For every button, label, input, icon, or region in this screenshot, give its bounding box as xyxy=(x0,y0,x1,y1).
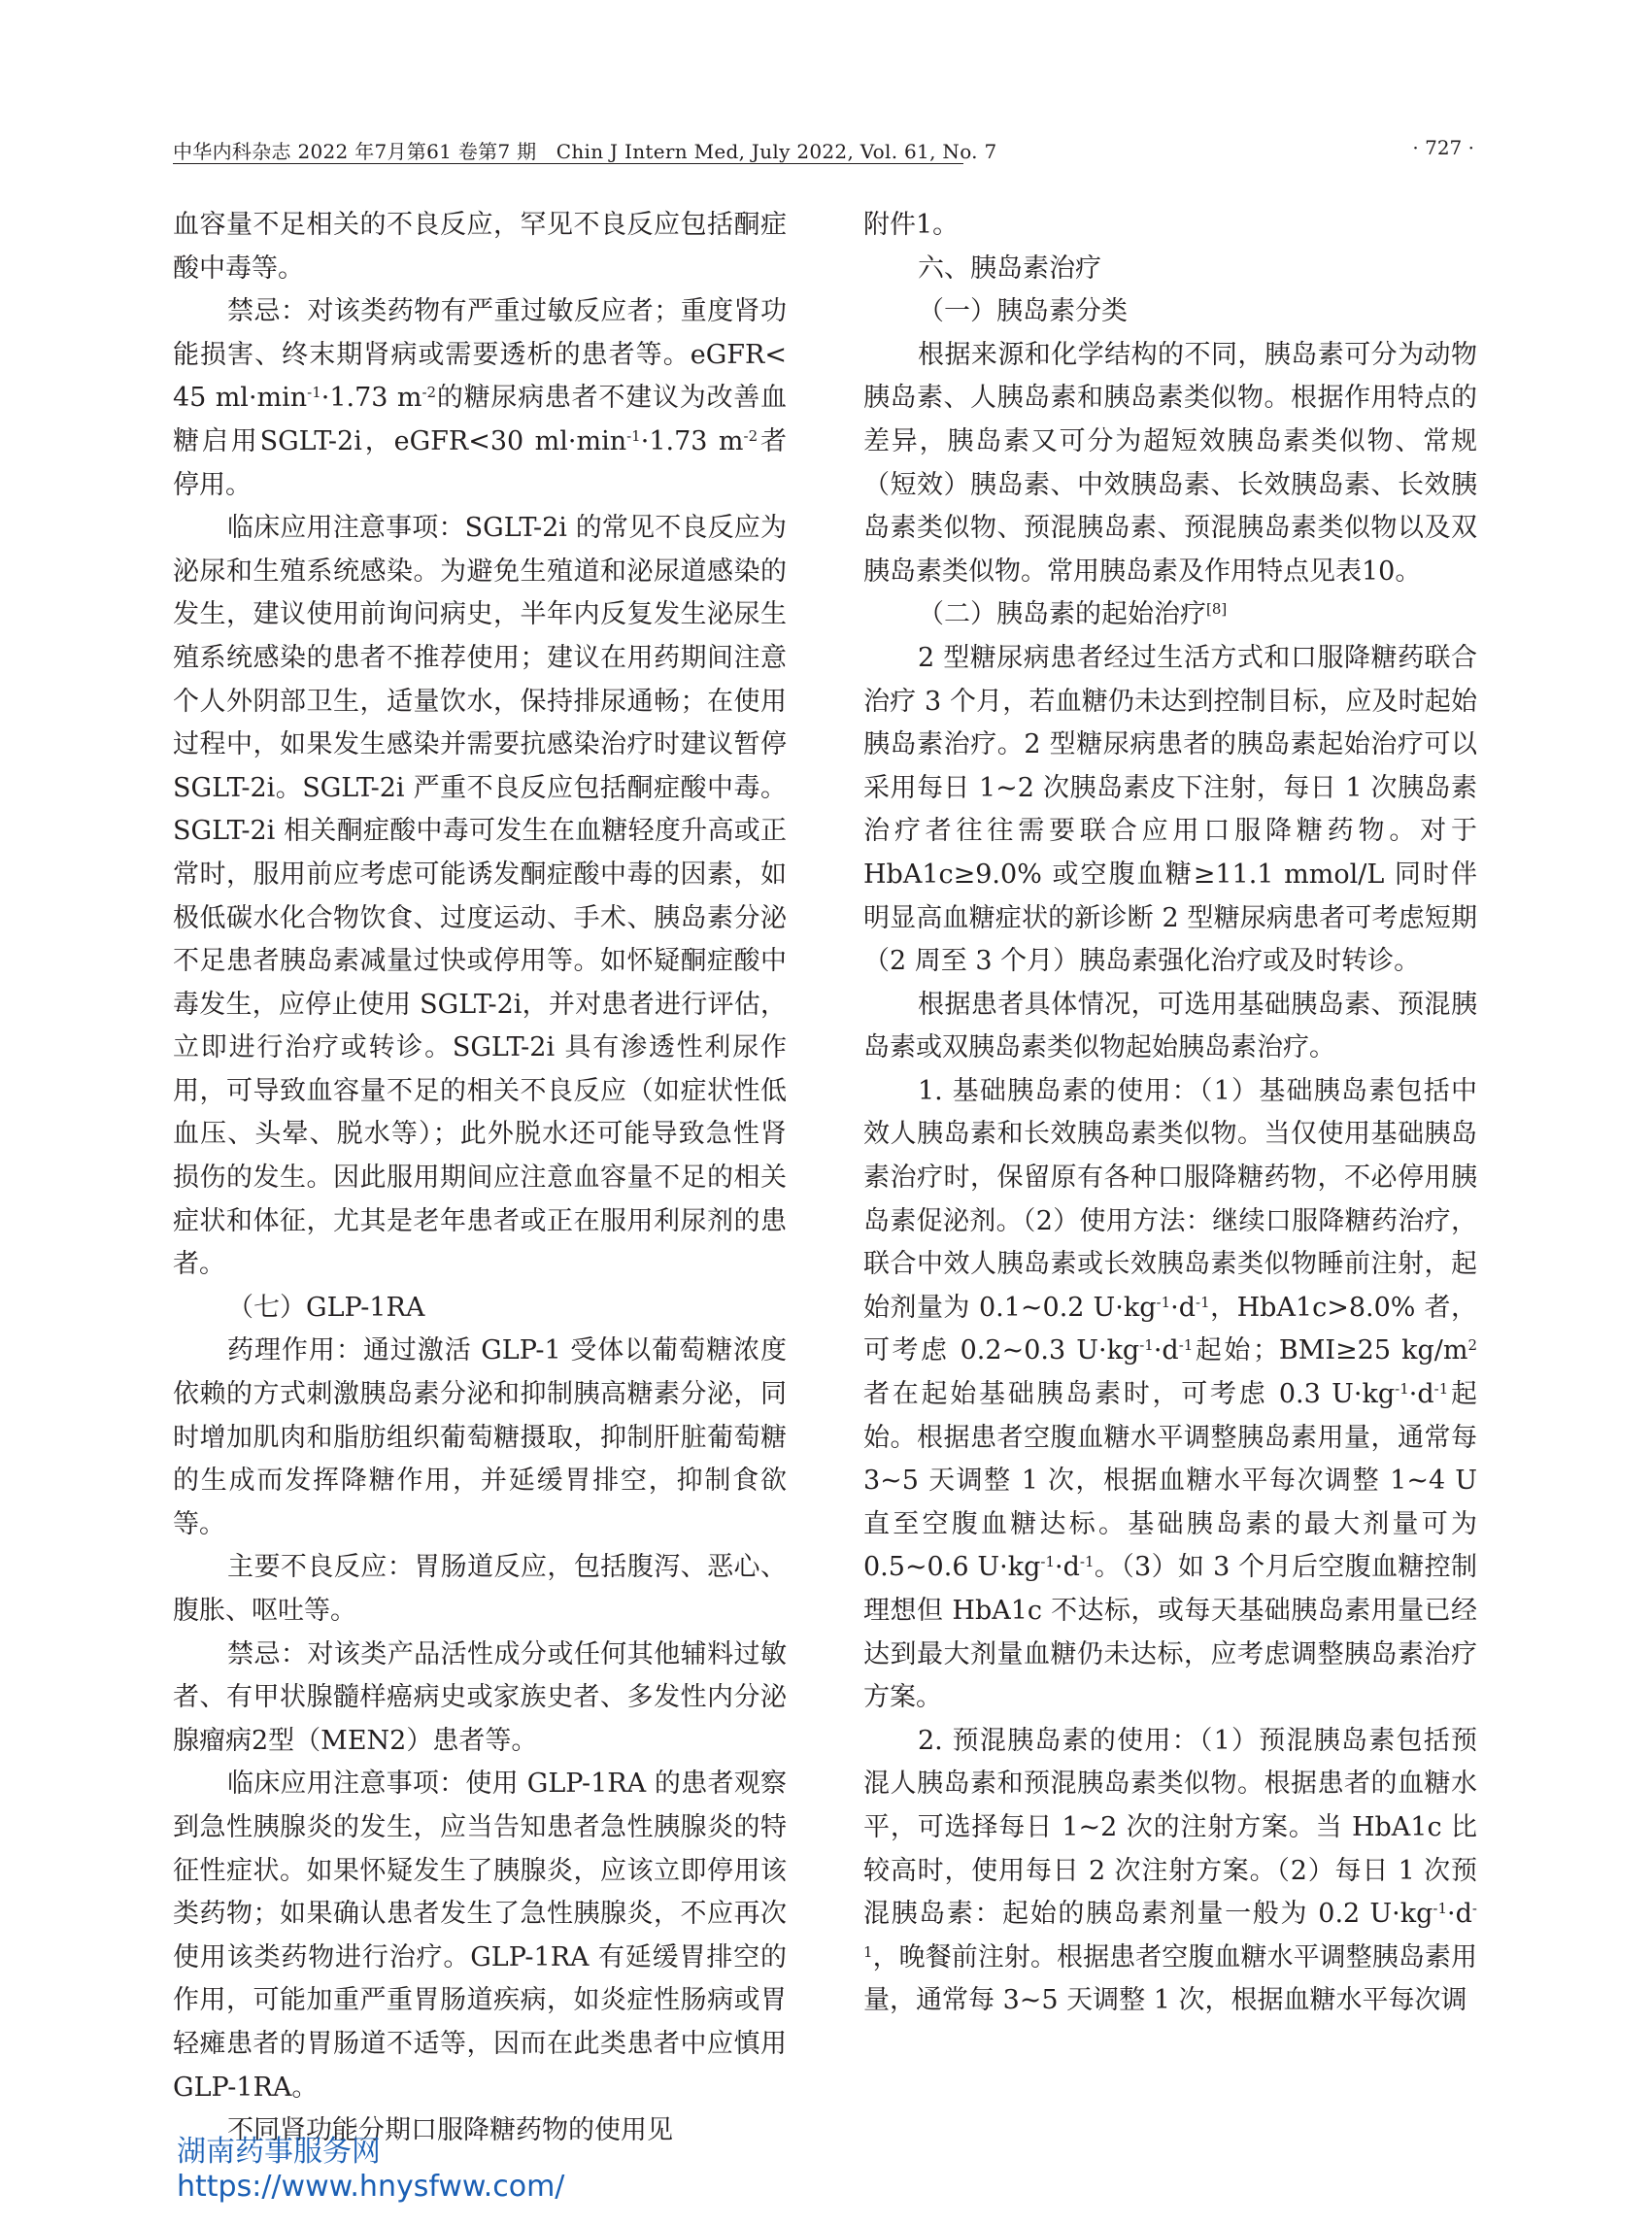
paragraph-pharmacology: 药理作用：通过激活 GLP-1 受体以葡萄糖浓度依赖的方式刺激胰岛素分泌和抑制胰高糖素分泌，同时增加肌肉和脂肪组织葡萄糖摄取，抑制肝脏葡萄糖的生成而发挥降糖作用，并延缓胃排空，抑制食欲等。 xyxy=(173,1335,787,1539)
page-number: · 727 · xyxy=(1412,136,1474,159)
paragraph: 不同肾功能分期口服降糖药物的使用见 xyxy=(227,2115,673,2146)
paragraph-basal-insulin: 1. 基础胰岛素的使用：（1）基础胰岛素包括中效人胰岛素和长效胰岛素类似物。当仅使用基础胰岛素治疗时，保留原有各种口服降糖药物，不必停用胰岛素促泌剂。（2）使用方法：继续口服降糖药治疗，联合中效人胰岛素或长效胰岛素类似物睡前注射，起始剂量为 0.1~0.2 $U\cdot kg^{-1}\cdot d^{-1}$，HbA1c>8.0% 者，可考虑 0.2~0.3 $U\cdot kg^{-1}\cdot d^{-1}$起始；BMI≥25 $kg/m^2$者在起始基础胰岛素时，可考虑 0.3 $U\cdot kg^{-1}\cdot d^{-1}$起始。根据患者空腹血糖水平调整胰岛素用量，通常每 3~5 天调整 1 次，根据血糖水平每次调整 1~4 U 直至空腹血糖达标。基础胰岛素的最大剂量可为 0.5~0.6 $U\cdot kg^{-1}\cdot d^{-1}$。（3）如 3 个月后空腹血糖控制理想但 HbA1c 不达标，或每天基础胰岛素用量已经达到最大剂量血糖仍未达标，应考虑调整胰岛素治疗方案。 xyxy=(863,1075,1478,1713)
paragraph-classification: 根据来源和化学结构的不同，胰岛素可分为动物胰岛素、人胰岛素和胰岛素类似物。根据作用特点的差异，胰岛素又可分为超短效胰岛素类似物、常规（短效）胰岛素、中效胰岛素、长效胰岛素、长效胰岛素类似物、预混胰岛素、预混胰岛素类似物以及双胰岛素类似物。常用胰岛素及作用特点见表10。 xyxy=(863,339,1477,587)
paragraph-premixed-insulin: 2. 预混胰岛素的使用：（1）预混胰岛素包括预混人胰岛素和预混胰岛素类似物。根据患者的血糖水平，可选择每日 1~2 次的注射方案。当 HbA1c 比较高时，使用每日 2 次注射方案。（2）每日 1 次预混胰岛素：起始的胰岛素剂量一般为 0.2 $U\cdot kg^{-1}\cdot d^{-1}$，晚餐前注射。根据患者空腹血糖水平调整胰岛素用量，通常每 3~5 天调整 1 次，根据血糖水平每次调 xyxy=(863,1725,1477,2016)
right-column xyxy=(863,204,1477,2023)
watermark-url[interactable]: https://www.hnysfww.com/ xyxy=(177,2170,565,2204)
header-rule xyxy=(173,163,963,164)
left-column xyxy=(173,204,787,2153)
paragraph-contraindications-sglt2i: 禁忌：对该类药物有严重过敏反应者；重度肾功能损害、终末期肾病或需要透析的患者等。eGFR< 45 $ml\cdot\min^{-1}\cdot 1.73$ $m^{-2}$的糖尿病患者不建议为改善血糖启用SGLT-2i，eGFR<30 $ml\cdot\min^{-1}\cdot 1.73$ $m^{-2}$者停用。 xyxy=(173,296,788,500)
watermark xyxy=(177,2135,564,2205)
paragraph-precautions-glp1ra: 临床应用注意事项：使用 GLP-1RA 的患者观察到急性胰腺炎的发生，应当告知患者急性胰腺炎的特征性症状。如果怀疑发生了胰腺炎，应该立即停用该类药物；如果确认患者发生了急性胰腺炎，不应再次使用该类药物进行治疗。GLP-1RA 有延缓胃排空的作用，可能加重严重胃肠道疾病，如炎症性肠病或胃轻瘫患者的胃肠道不适等，因而在此类患者中应慎用 GLP-1RA。 xyxy=(173,1769,787,2103)
watermark-site-name: 湖南药事服务网 xyxy=(177,2135,381,2169)
paragraph-contraindications-glp1ra: 禁忌：对该类产品活性成分或任何其他辅料过敏者、有甲状腺髓样癌病史或家族史者、多发性内分泌腺瘤病2型（MEN2）患者等。 xyxy=(173,1638,787,1756)
subsection-heading-classification: （一）胰岛素分类 xyxy=(918,296,1128,327)
paragraph: 附件1。 xyxy=(863,210,960,240)
subsection-heading-initiation: （二）胰岛素的起始治疗[8] xyxy=(918,599,1228,630)
reference-mark: [8] xyxy=(1206,600,1228,619)
paragraph-adverse-reactions: 主要不良反应：胃肠道反应，包括腹泻、恶心、腹胀、呕吐等。 xyxy=(173,1552,787,1626)
paragraph-initiation: 2 型糖尿病患者经过生活方式和口服降糖药联合治疗 3 个月，若血糖仍未达到控制目标，应及时起始胰岛素治疗。2 型糖尿病患者的胰岛素起始治疗可以采用每日 1~2 次胰岛素皮下注射，每日 1 次胰岛素治疗者往往需要联合应用口服降糖药物。对于 HbA1c≥9.0% 或空腹血糖≥11.1 mmol/L 同时伴明显高血糖症状的新诊断 2 型糖尿病患者可考虑短期（2 周至 3 个月）胰岛素强化治疗或及时转诊。 xyxy=(863,642,1477,977)
section-heading-glp1ra: （七）GLP-1RA xyxy=(227,1292,425,1323)
paragraph: 根据患者具体情况，可选用基础胰岛素、预混胰岛素或双胰岛素类似物起始胰岛素治疗。 xyxy=(863,989,1477,1063)
section-heading-insulin: 六、胰岛素治疗 xyxy=(918,253,1101,284)
paragraph: 血容量不足相关的不良反应，罕见不良反应包括酮症酸中毒等。 xyxy=(173,210,787,284)
journal-citation: 中华内科杂志 2022 年7月第61 卷第7 期 Chin J Intern Med, July 2022, Vol. 61, No. 7 xyxy=(173,140,997,163)
paragraph-precautions-sglt2i: 临床应用注意事项：SGLT-2i 的常见不良反应为泌尿和生殖系统感染。为避免生殖道和泌尿道感染的发生，建议使用前询问病史，半年内反复发生泌尿生殖系统感染的患者不推荐使用；建议在用药期间注意个人外阴部卫生，适量饮水，保持排尿通畅；在使用过程中，如果发生感染并需要抗感染治疗时建议暂停 SGLT-2i。SGLT-2i 严重不良反应包括酮症酸中毒。SGLT-2i 相关酮症酸中毒可发生在血糖轻度升高或正常时，服用前应考虑可能诱发酮症酸中毒的因素，如极低碳水化合物饮食、过度运动、手术、胰岛素分泌不足患者胰岛素减量过快或停用等。如怀疑酮症酸中毒发生，应停止使用 SGLT-2i，并对患者进行评估，立即进行治疗或转诊。SGLT-2i 具有渗透性利尿作用，可导致血容量不足的相关不良反应（如症状性低血压、头晕、脱水等）；此外脱水还可能导致急性肾损伤的发生。因此服用期间应注意血容量不足的相关症状和体征，尤其是老年患者或正在服用利尿剂的患者。 xyxy=(173,513,787,1280)
